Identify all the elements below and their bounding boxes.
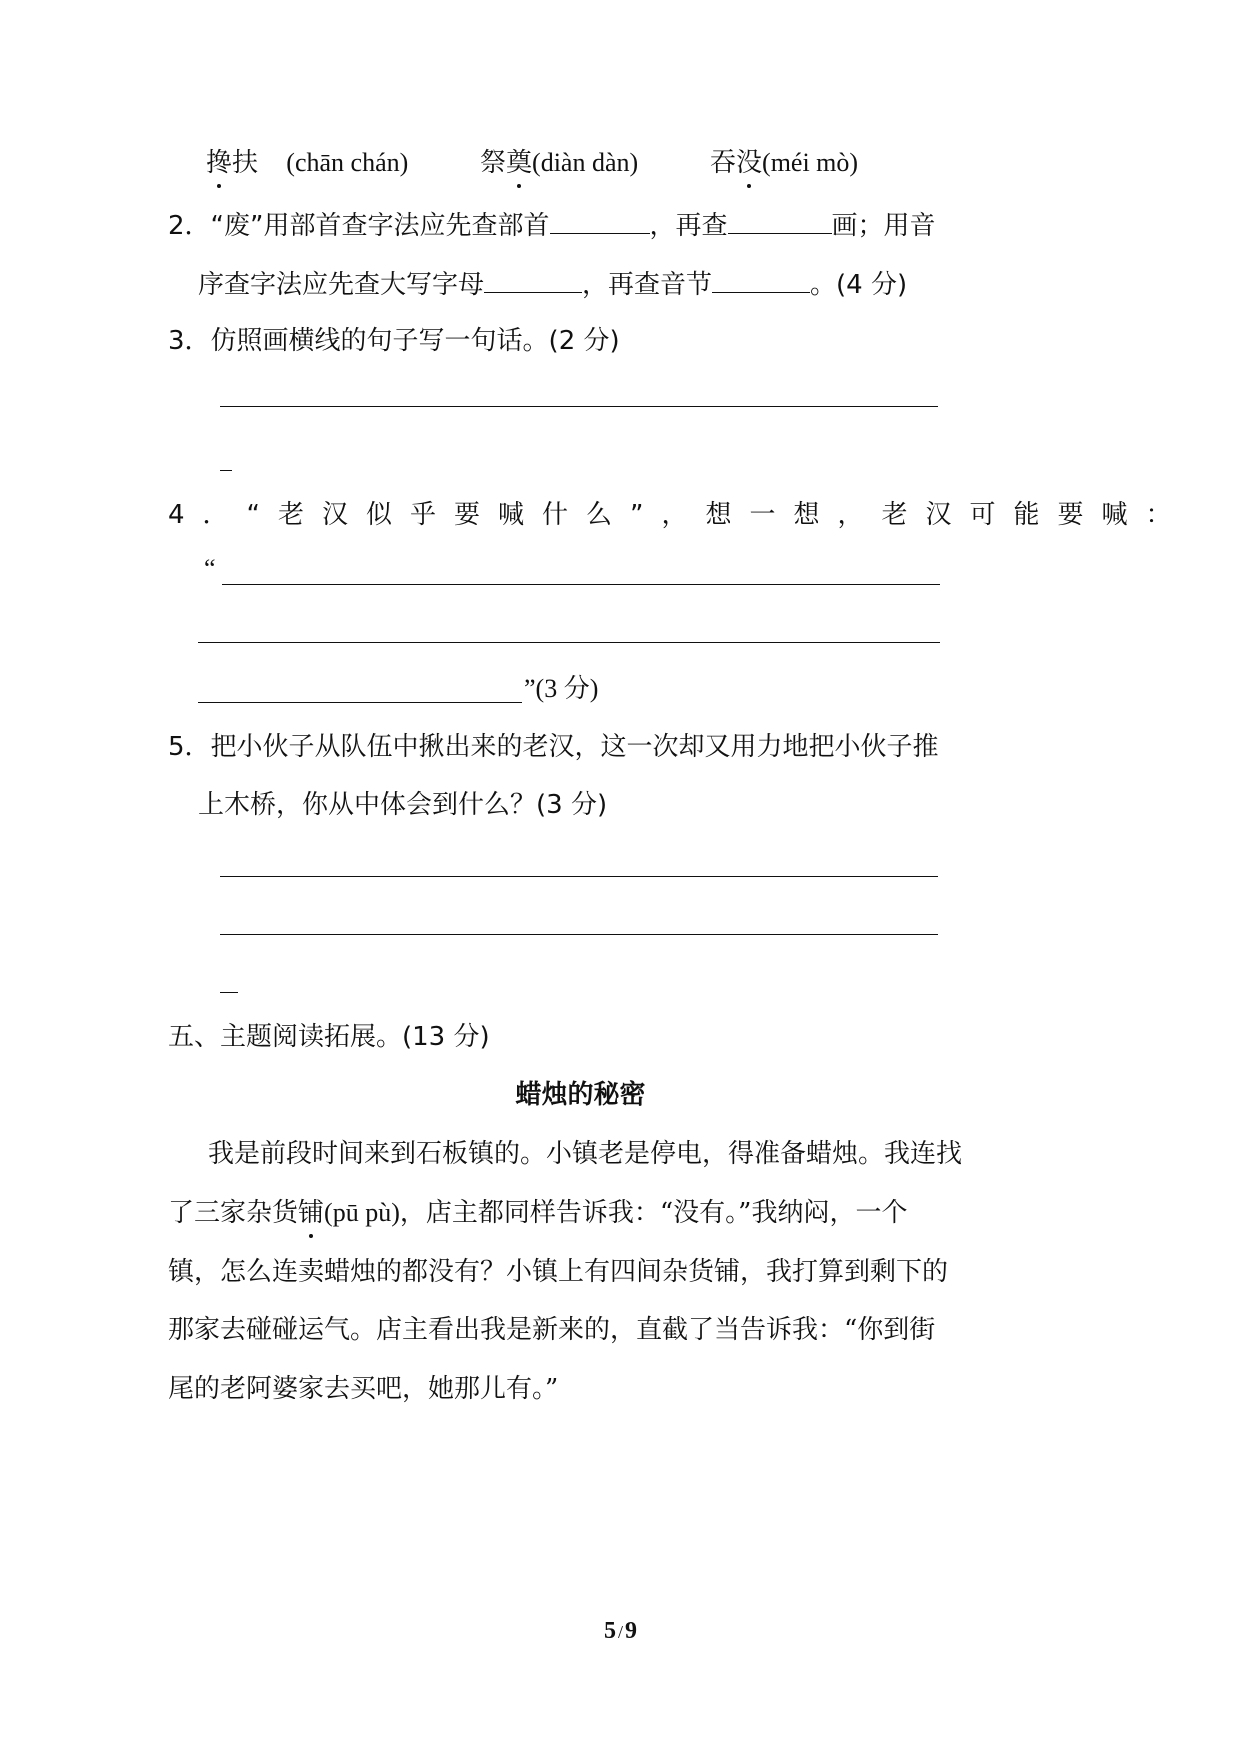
- word-jidian-char1: 祭: [480, 148, 507, 178]
- passage-text: 了三家杂货: [168, 1198, 299, 1228]
- answer-blank-capital-letter[interactable]: [484, 266, 582, 293]
- question-5-line2: 上木桥，你从中体会到什么？(3 分): [198, 790, 608, 820]
- question-text: 画；用音: [831, 211, 936, 241]
- pinyin-choice-word2: [480, 146, 638, 180]
- page-current: 5: [603, 1618, 616, 1644]
- passage-paragraph-line: 镇，怎么连卖蜡烛的都没有？小镇上有四间杂货铺，我打算到剩下的: [168, 1257, 949, 1287]
- question-text: ，再查音节: [582, 270, 713, 300]
- question-2-line1: [168, 207, 936, 243]
- pinyin-option-chan[interactable]: (chān chán): [286, 148, 409, 177]
- pinyin-choice-line: [206, 146, 408, 180]
- answer-line-tail: [220, 992, 238, 993]
- dotted-char: 铺: [298, 1198, 325, 1228]
- question-3: [168, 324, 620, 358]
- question-4: [168, 498, 1190, 532]
- question-text: “老汉似乎要喊什么”，想一想，老汉可能要喊：: [246, 500, 1190, 530]
- word-tunmo-char2: 没: [736, 148, 763, 178]
- question-number: 4．: [168, 500, 247, 530]
- word-tunmo-char1: 吞: [710, 148, 737, 178]
- question-number: 2．: [168, 211, 211, 241]
- question-text: 序查字法应先查大写字母: [198, 270, 485, 300]
- page-number: [0, 1618, 1241, 1645]
- question-text: “废”用部首查字法应先查部首: [210, 211, 550, 241]
- page-separator: /: [617, 1622, 623, 1642]
- pinyin-choice-word3: [710, 146, 858, 180]
- answer-line[interactable]: [220, 934, 938, 935]
- question-score: 。(4 分): [810, 270, 908, 300]
- question-score: ”(3 分): [524, 674, 599, 703]
- question-number: 3．: [168, 326, 211, 356]
- question-5-line1: [168, 730, 939, 764]
- passage-paragraph-line: 尾的老阿婆家去买吧，她那儿有。”: [168, 1374, 559, 1404]
- pinyin-option-dian[interactable]: (diàn dàn): [532, 148, 639, 177]
- pinyin-option-mo[interactable]: (méi mò): [762, 148, 859, 177]
- passage-paragraph-line: 那家去碰碰运气。店主看出我是新来的，直截了当告诉我：“你到街: [168, 1315, 936, 1345]
- question-text: ，再查: [649, 211, 728, 241]
- answer-blank-syllable[interactable]: [712, 266, 810, 293]
- answer-line-tail: [220, 470, 232, 471]
- answer-line[interactable]: [220, 406, 938, 407]
- word-jidian-char2: 奠: [506, 148, 533, 178]
- passage-paragraph-line: 我是前段时间来到石板镇的。小镇老是停电，得准备蜡烛。我连找: [208, 1139, 963, 1169]
- answer-blank-radical[interactable]: [550, 207, 650, 234]
- passage-text: ，店主都同样告诉我：“没有。”我纳闷，一个: [399, 1198, 908, 1228]
- answer-line[interactable]: [220, 876, 938, 877]
- question-text: 仿照画横线的句子写一句话。(2 分): [210, 326, 620, 356]
- answer-line[interactable]: [222, 584, 940, 585]
- question-number: 5．: [168, 732, 211, 762]
- answer-line[interactable]: [198, 702, 522, 703]
- section-heading: 五、主题阅读拓展。(13 分): [168, 1022, 490, 1052]
- open-quote: “: [204, 554, 216, 583]
- question-text: 把小伙子从队伍中揪出来的老汉，这一次却又用力地把小伙子推: [210, 732, 939, 762]
- answer-blank-strokes[interactable]: [728, 207, 832, 234]
- page-total: 9: [625, 1618, 637, 1644]
- question-2-line2: [198, 266, 907, 302]
- word-chanfu-char1: 搀: [206, 148, 233, 178]
- pinyin-option-pu[interactable]: (pū pù): [324, 1198, 400, 1227]
- word-chanfu-char2: 扶: [232, 148, 259, 178]
- answer-line[interactable]: [198, 642, 940, 643]
- passage-title: 蜡烛的秘密: [515, 1080, 646, 1110]
- passage-paragraph-line: [168, 1196, 907, 1230]
